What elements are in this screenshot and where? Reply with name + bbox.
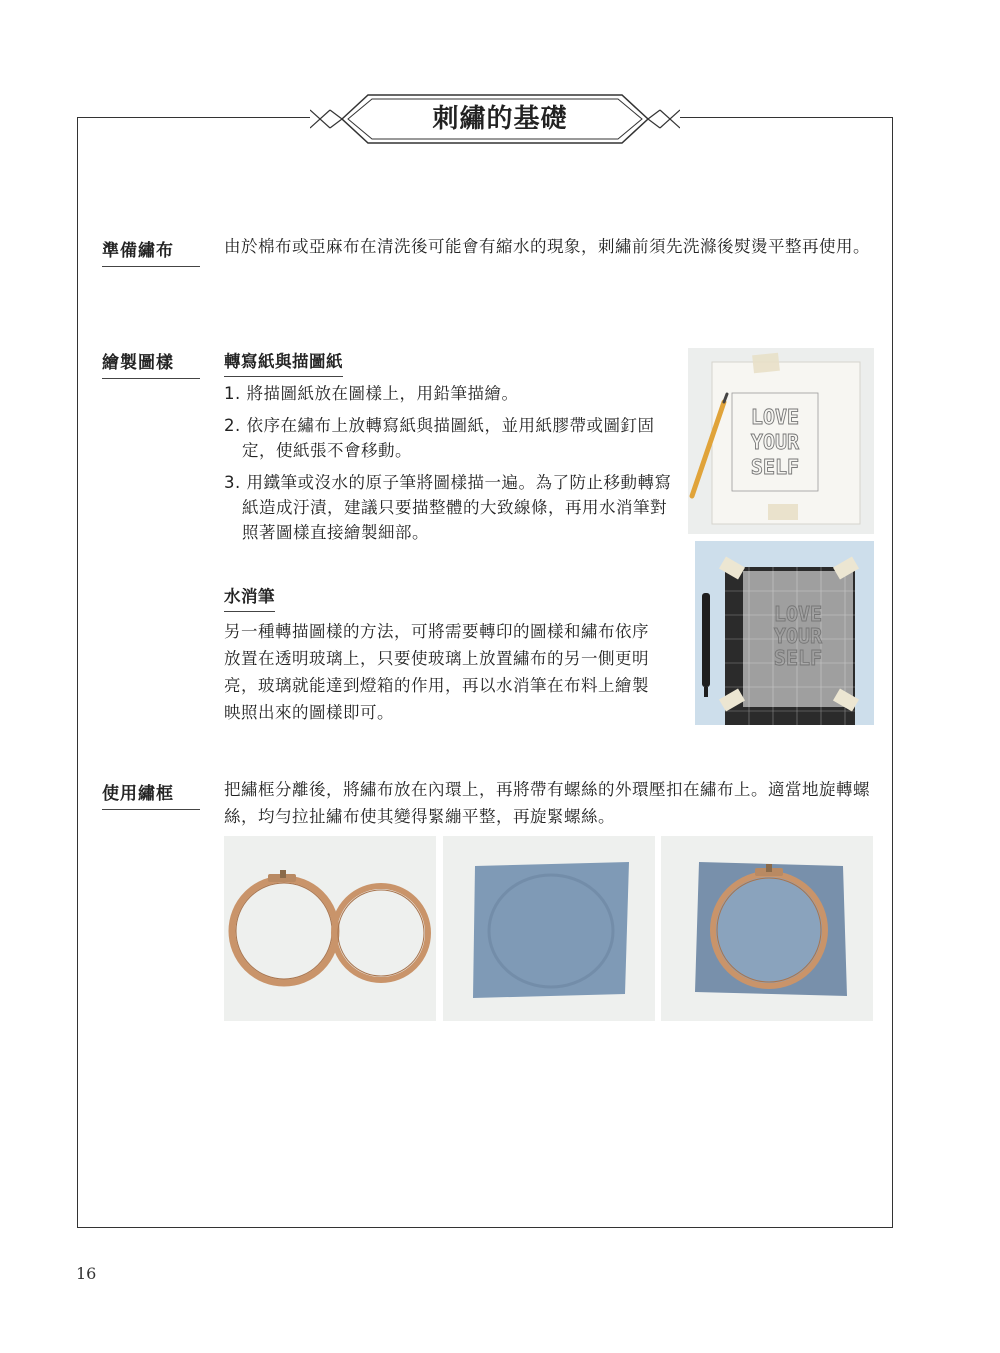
section-label-prepare: 準備繡布 — [102, 236, 200, 267]
photo-fabric-in-hoop — [661, 836, 873, 1021]
photo-text-your: YOUR — [750, 430, 800, 454]
subheading-water-pen: 水消筆 — [224, 583, 275, 612]
section-label-draw: 繪製圖樣 — [102, 348, 200, 379]
page-number: 16 — [76, 1264, 97, 1283]
page-title: 刺繡的基礎 — [432, 104, 568, 134]
photo-text-love: LOVE — [750, 405, 800, 429]
photo-text-self: SELF — [750, 455, 800, 479]
prepare-text: 由於棉布或亞麻布在清洗後可能會有縮水的現象，刺繡前須先洗滌後熨燙平整再使用。 — [224, 237, 870, 256]
hoop-text: 把繡框分離後，將繡布放在內環上，再將帶有螺絲的外環壓扣在繡布上。適當地旋轉螺絲，均勻拉扯繡布使其變得緊繃平整，再旋緊螺絲。 — [224, 780, 870, 826]
photo-lightbox — [695, 541, 874, 725]
section-label-hoop: 使用繡框 — [102, 779, 200, 810]
lightbox-text-your: YOUR — [773, 624, 823, 648]
step-1: 1. 將描圖紙放在圖樣上，用鉛筆描繪。 — [224, 384, 519, 403]
photo-hoop-separated — [224, 836, 436, 1021]
subheading-transfer-paper: 轉寫紙與描圖紙 — [224, 348, 343, 377]
step-3: 3. 用鐵筆或沒水的原子筆將圖樣描一遍。為了防止移動轉寫紙造成汙漬，建議只要描整體的大致線條，再用水消筆對照著圖樣直接繪製細部。 — [224, 473, 672, 542]
photo-tracing-paper — [688, 348, 874, 534]
lightbox-text-love: LOVE — [773, 602, 823, 626]
water-pen-text: 另一種轉描圖樣的方法，可將需要轉印的圖樣和繡布依序放置在透明玻璃上，只要使玻璃上放置繡布的另一側更明亮，玻璃就能達到燈箱的作用，再以水消筆在布料上繪製映照出來的圖樣即可。 — [224, 622, 649, 722]
lightbox-text-self: SELF — [773, 646, 823, 670]
photo-fabric — [443, 836, 655, 1021]
step-2: 2. 依序在繡布上放轉寫紙與描圖紙，並用紙膠帶或圖釘固定，使紙張不會移動。 — [224, 416, 655, 460]
